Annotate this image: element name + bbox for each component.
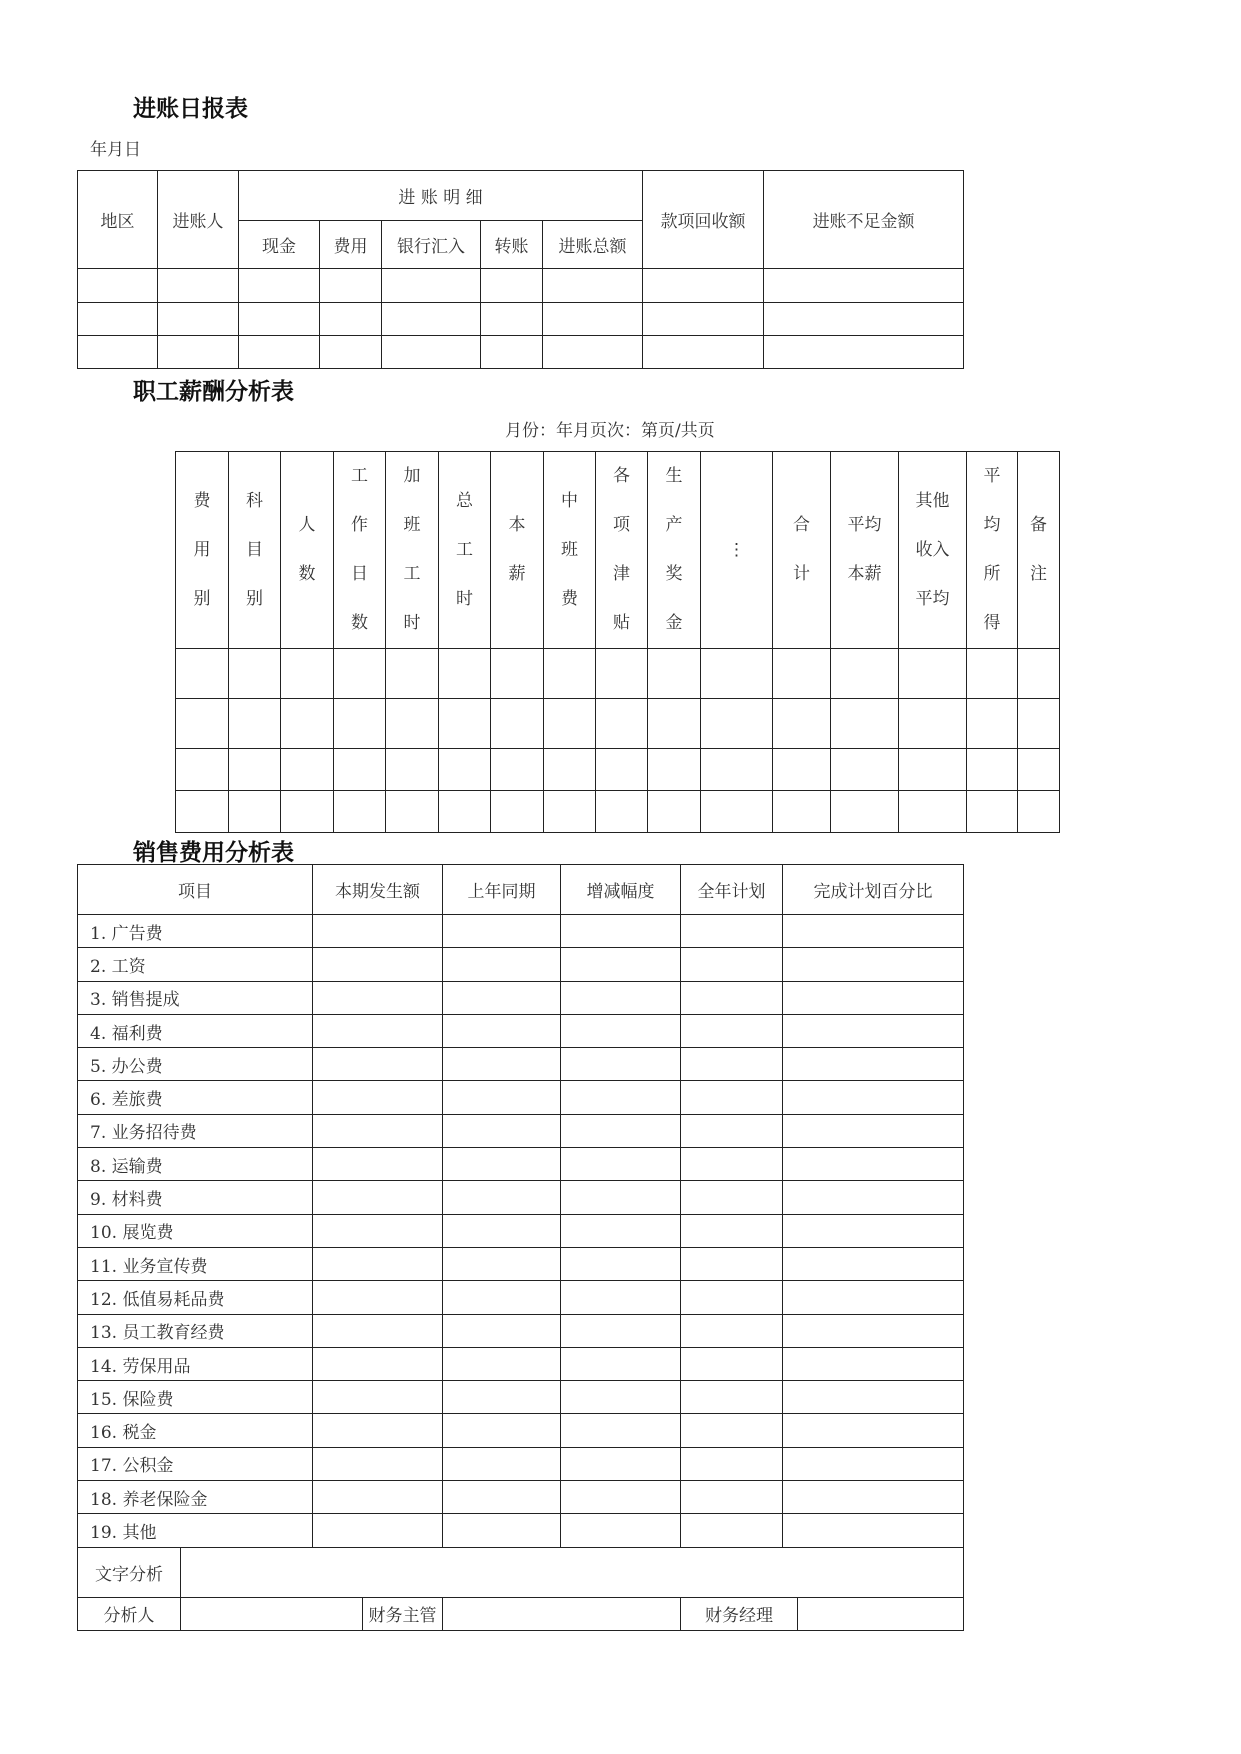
expense-item-label: 14. 劳保用品 [78,1347,313,1380]
daily-report-table [77,170,964,369]
expense-item-label: 17. 公积金 [78,1447,313,1480]
manager-label: 财务经理 [681,1597,798,1630]
expense-item-label: 18. 养老保险金 [78,1481,313,1514]
expense-item-label: 10. 展览费 [78,1214,313,1247]
header-bank: 银行汇入 [382,221,481,269]
salary-header-cell: 总 工 时 [439,452,491,649]
salary-header-cell: 费 用 别 [176,452,229,649]
daily-report-date: 年月日 [90,140,141,160]
table-row [78,269,964,303]
header-cash: 现金 [239,221,320,269]
salary-header-cell: 平 均 所 得 [967,452,1018,649]
sales-expense-title: 销售费用分析表 [133,840,294,866]
header-total: 进账总额 [543,221,643,269]
salary-header-cell: ⋮ [701,452,773,649]
expense-item-label: 7. 业务招待费 [78,1114,313,1147]
sales-header-cell: 本期发生额 [313,865,443,915]
expense-item-label: 5. 办公费 [78,1048,313,1081]
header-fee: 费用 [320,221,382,269]
table-row [78,1048,964,1081]
table-row [176,699,1060,749]
expense-item-label: 3. 销售提成 [78,981,313,1014]
expense-item-label: 8. 运输费 [78,1148,313,1181]
signature-row [78,1597,964,1630]
supervisor-value [443,1597,681,1630]
table-row [176,791,1060,833]
table-row [78,915,964,948]
table-row [176,649,1060,699]
expense-item-label: 1. 广告费 [78,915,313,948]
table-row [78,1481,964,1514]
table-row [78,1514,964,1547]
analysis-value [181,1547,964,1597]
salary-header-row [176,452,1060,649]
table-row [78,1114,964,1147]
header-person: 进账人 [158,171,239,269]
salary-analysis-meta: 月份：年月页次：第页/共页 [505,421,715,441]
analyst-value [181,1597,363,1630]
salary-header-cell: 人 数 [281,452,334,649]
expense-item-label: 15. 保险费 [78,1381,313,1414]
expense-item-label: 2. 工资 [78,948,313,981]
table-row [78,1181,964,1214]
salary-analysis-title: 职工薪酬分析表 [133,379,294,405]
analysis-label: 文字分析 [78,1547,181,1597]
expense-item-label: 4. 福利费 [78,1014,313,1047]
salary-header-cell: 加 班 工 时 [386,452,439,649]
salary-header-cell: 合 计 [773,452,831,649]
header-region: 地区 [78,171,158,269]
table-row [78,1281,964,1314]
sales-header-row [78,865,964,915]
salary-header-cell: 科 目 别 [229,452,281,649]
table-row [78,1347,964,1380]
salary-header-cell: 其他 收入 平均 [899,452,967,649]
analysis-row [78,1547,964,1597]
sales-header-cell: 增减幅度 [561,865,681,915]
table-row [78,1014,964,1047]
expense-item-label: 19. 其他 [78,1514,313,1547]
table-row [78,948,964,981]
table-row [78,1447,964,1480]
sales-expense-table [77,864,964,1631]
salary-header-cell: 备 注 [1018,452,1060,649]
sales-header-cell: 项目 [78,865,313,915]
salary-header-cell: 各 项 津 贴 [596,452,648,649]
table-row [78,1414,964,1447]
table-row [78,303,964,336]
supervisor-label: 财务主管 [363,1597,443,1630]
table-row [78,336,964,369]
sales-header-cell: 上年同期 [443,865,561,915]
table-row [78,981,964,1014]
table-row [176,749,1060,791]
analyst-label: 分析人 [78,1597,181,1630]
sales-header-cell: 完成计划百分比 [783,865,964,915]
header-transfer: 转账 [481,221,543,269]
expense-item-label: 13. 员工教育经费 [78,1314,313,1347]
table-row [78,1214,964,1247]
table-row [78,1081,964,1114]
salary-header-cell: 生 产 奖 金 [648,452,701,649]
salary-header-cell: 平均 本薪 [831,452,899,649]
salary-header-cell: 工 作 日 数 [334,452,386,649]
sales-header-cell: 全年计划 [681,865,783,915]
expense-item-label: 16. 税金 [78,1414,313,1447]
expense-item-label: 9. 材料费 [78,1181,313,1214]
salary-header-cell: 中 班 费 [544,452,596,649]
header-short: 进账不足金额 [764,171,964,269]
table-row [78,1148,964,1181]
header-recover: 款项回收额 [643,171,764,269]
table-row [78,1247,964,1280]
salary-header-cell: 本 薪 [491,452,544,649]
expense-item-label: 6. 差旅费 [78,1081,313,1114]
expense-item-label: 11. 业务宣传费 [78,1247,313,1280]
header-detail: 进 账 明 细 [239,171,643,221]
expense-item-label: 12. 低值易耗品费 [78,1281,313,1314]
table-row [78,1381,964,1414]
manager-value [798,1597,964,1630]
salary-analysis-table [175,451,1060,833]
daily-report-title: 进账日报表 [133,96,248,122]
table-row [78,1314,964,1347]
